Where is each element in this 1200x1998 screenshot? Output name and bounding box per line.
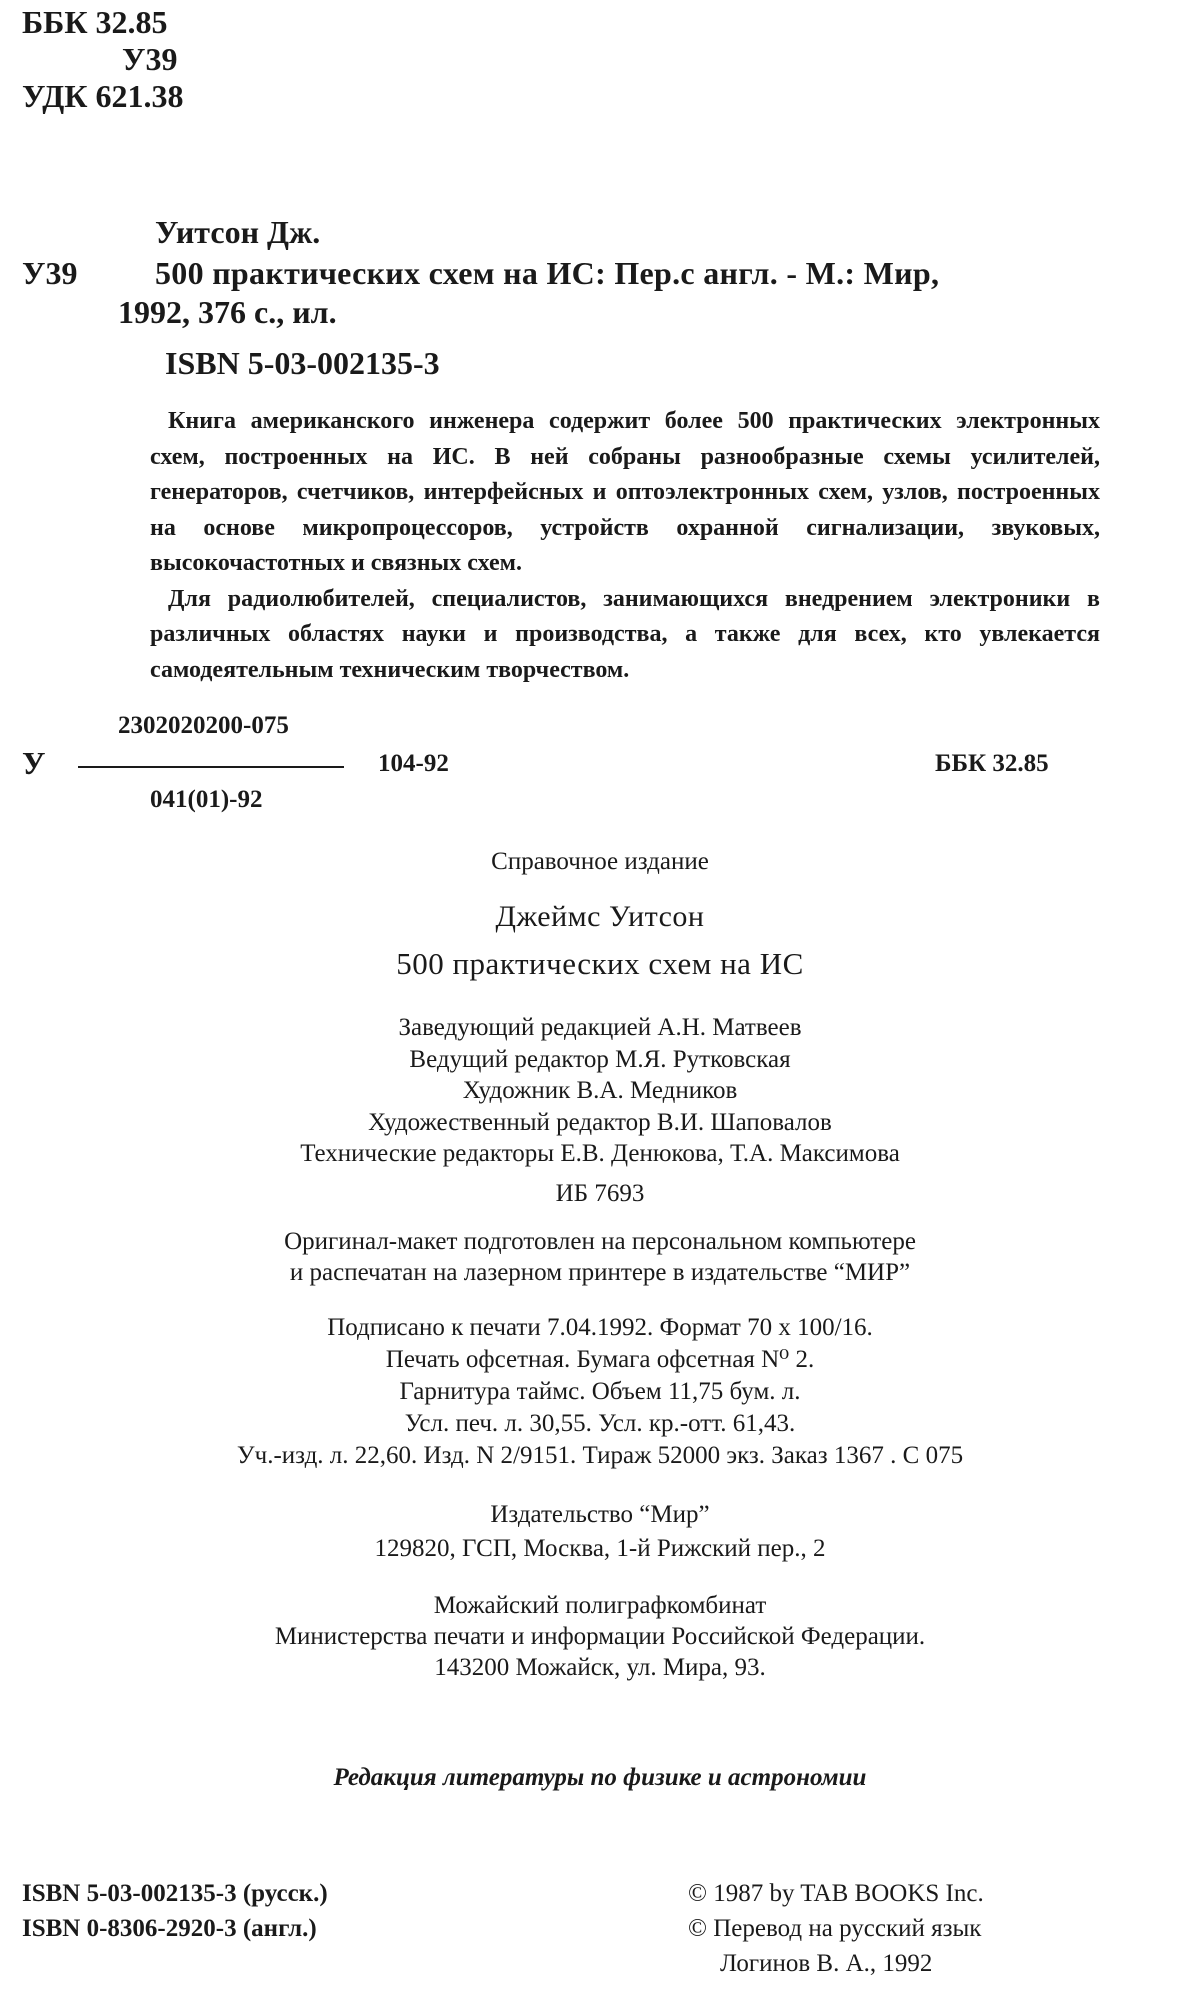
print-data-line: Уч.-изд. л. 22,60. Изд. N 2/9151. Тираж 52000 экз. Заказ 1367 . С 075 xyxy=(236,1442,964,1469)
printer-line: Можайский полиграфкомбинат xyxy=(433,1592,767,1619)
abstract-paragraph-1: Книга американского инженера содержит более 500 практических электронных схем, построенных на ИС. В ней собраны разнообразные схемы усилителей, генераторов, счетчиков, интерфейсных и оптоэлектронных схем, узлов, построенных на основе микропроцессоров, устройств охранной сигнализации, звуковых, высокочастотных и связных схем. xyxy=(150,408,1100,576)
staff-line: Ведущий редактор М.Я. Рутковская xyxy=(409,1045,791,1073)
book-title: 500 практических схем на ИС xyxy=(396,946,804,981)
catalog-pub-line: 1992, 376 с., ил. xyxy=(118,294,337,330)
reference-edition-label: Справочное издание xyxy=(491,848,709,875)
ib-number: ИБ 7693 xyxy=(555,1180,645,1207)
original-layout-line: Оригинал-макет подготовлен на персональном компьютере xyxy=(284,1228,916,1255)
original-layout-note xyxy=(0,1226,1200,1288)
catalog-title-line: 500 практических схем на ИС: Пер.с англ. - М.: Мир, xyxy=(155,255,940,291)
catalog-author: Уитсон Дж. xyxy=(155,214,321,250)
printer-block xyxy=(0,1590,1200,1683)
bbk-code: ББК 32.85 xyxy=(22,4,168,40)
staff-list xyxy=(0,1012,1200,1170)
publisher-line: 129820, ГСП, Москва, 1-й Рижский пер., 2 xyxy=(374,1535,826,1562)
isbn-list xyxy=(22,1876,328,1946)
edition-note: Редакция литературы по физике и астрономии xyxy=(333,1764,867,1791)
printer-line: 143200 Можайск, ул. Мира, 93. xyxy=(434,1654,766,1681)
catalog-code: У39 xyxy=(22,255,78,291)
classification-block xyxy=(22,4,183,115)
staff-line: Художественный редактор В.И. Шаповалов xyxy=(368,1108,832,1136)
catalog-isbn: ISBN 5-03-002135-3 xyxy=(165,345,440,381)
abstract-paragraph-2: Для радиолюбителей, специалистов, занимающихся внедрением электроники в различных областях науки и производства, а также для всех, кто увлекается самодеятельным техническим творчеством. xyxy=(150,585,1100,683)
copyright-line: © Перевод на русский язык xyxy=(688,1915,982,1942)
code-middle: 104-92 xyxy=(378,750,449,777)
book-author: Джеймс Уитсон xyxy=(495,900,705,933)
publisher-line: Издательство “Мир” xyxy=(490,1501,710,1528)
print-data-line: Подписано к печати 7.04.1992. Формат 70 х 100/16. xyxy=(327,1314,873,1341)
copyright-block xyxy=(688,1876,984,1981)
original-layout-line: и распечатан на лазерном принтере в издательстве “МИР” xyxy=(289,1259,911,1286)
print-data xyxy=(0,1312,1200,1472)
staff-line: Технические редакторы Е.В. Денюкова, Т.А. Максимова xyxy=(300,1140,900,1167)
staff-line: Заведующий редакцией А.Н. Матвеев xyxy=(398,1014,802,1041)
publisher-block xyxy=(0,1498,1200,1566)
code-numerator: 2302020200-075 xyxy=(118,712,289,739)
author-mark: У39 xyxy=(122,41,178,77)
print-data-line: Печать офсетная. Бумага офсетная N⁰ 2. xyxy=(385,1346,815,1373)
code-letter: У xyxy=(22,745,46,781)
isbn-line: ISBN 0-8306-2920-3 (англ.) xyxy=(22,1915,317,1942)
copyright-line: © 1987 by TAB BOOKS Inc. xyxy=(688,1880,984,1907)
abstract xyxy=(150,404,1100,688)
printer-line: Министерства печати и информации Российской Федерации. xyxy=(274,1623,926,1650)
print-data-line: Усл. печ. л. 30,55. Усл. кр.-отт. 61,43. xyxy=(404,1410,796,1437)
udk-code: УДК 621.38 xyxy=(22,78,184,114)
isbn-line: ISBN 5-03-002135-3 (русск.) xyxy=(22,1880,328,1907)
code-denominator: 041(01)-92 xyxy=(150,786,263,813)
bbk-right: ББК 32.85 xyxy=(935,750,1049,777)
staff-line: Художник В.А. Медников xyxy=(462,1077,738,1104)
print-data-line: Гарнитура таймс. Объем 11,75 бум. л. xyxy=(399,1378,801,1405)
copyright-line: Логинов В. А., 1992 xyxy=(720,1950,933,1977)
fraction-divider xyxy=(78,766,344,768)
